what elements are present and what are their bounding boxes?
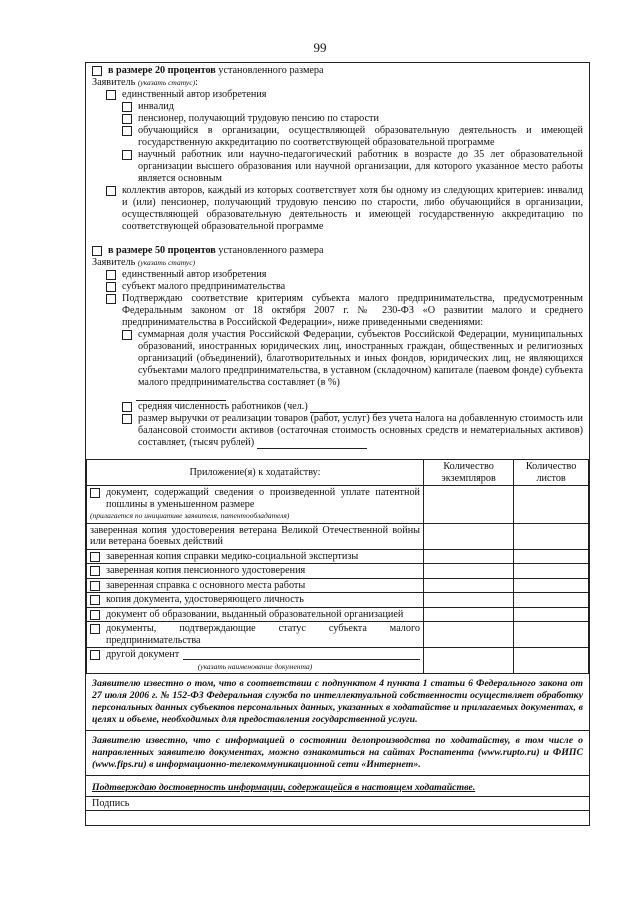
other-sheets-cell[interactable] xyxy=(514,648,589,674)
checkbox-revenue[interactable] xyxy=(122,414,132,424)
sec50-applicant-hint: (указать статус) xyxy=(137,258,196,267)
checkbox-confirm-criteria[interactable] xyxy=(106,294,116,304)
checkbox-researcher[interactable] xyxy=(122,150,132,160)
attachment-name-cell xyxy=(87,523,424,549)
sec20-item-disabled: инвалид xyxy=(138,101,174,112)
checkbox-50-percent[interactable] xyxy=(92,246,102,256)
sheets-cell[interactable] xyxy=(514,622,589,648)
checkbox-pensioner[interactable] xyxy=(122,114,132,124)
attachment-text: заверенная копия удостоверения ветерана Великой Отечественной войны или ветерана боевых действий xyxy=(90,524,420,547)
attachment-checkbox[interactable] xyxy=(90,581,100,591)
attachments-table xyxy=(86,459,589,674)
copies-cell[interactable] xyxy=(424,578,514,593)
sec50-confirm-criteria: Подтверждаю соответствие критериям субъекта малого предпринимательства, предусмотренным Федеральным законом от 18 октября 2007 г. № 230-ФЗ «О развитии малого и среднего предпринимательства в Российской Федерации», ниже приведенными сведениями: xyxy=(122,293,583,328)
sec50-small-business: субъект малого предпринимательства xyxy=(122,281,286,292)
notice-case-status: Заявителю известно, что с информацией о состоянии делопроизводства по ходатайству, в том числе о направленных заявителю документах, можно ознакомиться на сайтах Роспатента (www.rupto.ru) и ФИПС (www.fips.ru) в информационно-телекоммуникационной сети «Интернет». xyxy=(86,730,589,775)
sheets-cell[interactable] xyxy=(514,486,589,524)
sheets-cell[interactable] xyxy=(514,549,589,564)
sec20-header: в размере 20 процентов xyxy=(108,65,216,76)
copies-cell[interactable] xyxy=(424,564,514,579)
copies-header: Количество экземпляров xyxy=(424,460,514,486)
sec20-colon: : xyxy=(195,77,198,88)
other-document-caption: (указать наименование документа) xyxy=(197,661,313,671)
other-document-field[interactable] xyxy=(183,649,420,660)
attachments-header: Приложение(я) к ходатайству: xyxy=(87,460,424,486)
attachment-row xyxy=(87,523,589,549)
notice-personal-data: Заявителю известно о том, что в соответствии с подпунктом 4 пункта 1 статьи 6 Федерального закона от 27 июля 2006 г. № 152-ФЗ Федеральная служба по интеллектуальной собственности осуществляет обработку персональных данных субъектов персональных данных, указанных в ходатайстве и прилагаемых документах, в целях и объеме, необходимых для предоставления государственной услуги. xyxy=(92,678,583,725)
checkbox-employees[interactable] xyxy=(122,402,132,412)
page-number: 99 xyxy=(313,40,327,55)
sec20-applicant-hint: (указать статус) xyxy=(137,78,196,87)
signature-label: Подпись xyxy=(86,796,589,810)
checkbox-collective[interactable] xyxy=(106,186,116,196)
copies-cell[interactable] xyxy=(424,607,514,622)
sec20-header-rest: установленного размера xyxy=(215,65,324,76)
attachment-name-cell xyxy=(87,607,424,622)
sheets-cell[interactable] xyxy=(514,523,589,549)
attachment-checkbox[interactable] xyxy=(90,610,100,620)
attachment-row xyxy=(87,564,589,579)
section-50-percent xyxy=(86,243,589,451)
sec20-applicant-label: Заявитель xyxy=(92,77,136,88)
checkbox-sole-author-50[interactable] xyxy=(106,270,116,280)
attachment-checkbox[interactable] xyxy=(90,552,100,562)
attachment-row-other xyxy=(87,648,424,674)
checkbox-small-business[interactable] xyxy=(106,282,116,292)
sec50-revenue: размер выручки от реализации товаров (работ, услуг) без учета налога на добавленную стоимость или балансовой стоимости активов (остаточная стоимость основных средств и нематериальных активов) составляет, (тысяч рублей) xyxy=(138,413,583,448)
confirm-accuracy: Подтверждаю достоверность информации, содержащейся в настоящем ходатайстве. xyxy=(92,782,476,793)
sheets-cell[interactable] xyxy=(514,593,589,608)
sheets-cell[interactable] xyxy=(514,607,589,622)
attachment-name-cell xyxy=(87,578,424,593)
checkbox-other-document[interactable] xyxy=(90,650,100,660)
attachment-name-cell xyxy=(87,486,424,524)
attachment-text: документы, подтверждающие статус субъекта малого предпринимательства xyxy=(106,623,420,646)
sec20-item-student: обучающийся в организации, осуществляющей образовательную деятельность и имеющей государственную аккредитацию по соответствующей образовательной программе xyxy=(138,125,583,148)
attachment-text: заверенная копия справки медико-социальной экспертизы xyxy=(106,550,359,562)
checkbox-20-percent[interactable] xyxy=(92,66,102,76)
attachment-hint: (прилагается по инициативе заявителя, патентообладателя) xyxy=(90,511,290,520)
attachment-row xyxy=(87,578,589,593)
attachment-name-cell xyxy=(87,549,424,564)
copies-cell[interactable] xyxy=(424,593,514,608)
petition-form xyxy=(85,62,590,826)
checkbox-student[interactable] xyxy=(122,126,132,136)
attachment-text: копия документа, удостоверяющего личность xyxy=(106,594,304,605)
attachment-checkbox[interactable] xyxy=(90,624,100,634)
attachment-row xyxy=(87,486,589,524)
attachment-text: документ, содержащий сведения о произведенной уплате патентной пошлины в уменьшенном размере xyxy=(106,487,420,510)
attachment-name-cell xyxy=(87,564,424,579)
other-document-label: другой документ xyxy=(106,649,180,660)
attachment-checkbox[interactable] xyxy=(90,595,100,605)
attachment-text: документ об образовании, выданный образовательной организацией xyxy=(106,608,404,620)
sec50-employees: средняя численность работников (чел.) xyxy=(138,401,308,412)
attachment-text: заверенная копия пенсионного удостоверения xyxy=(106,565,306,576)
copies-cell[interactable] xyxy=(424,622,514,648)
attachment-name-cell xyxy=(87,593,424,608)
checkbox-disabled[interactable] xyxy=(122,102,132,112)
attachment-row xyxy=(87,593,589,608)
copies-cell[interactable] xyxy=(424,486,514,524)
sheets-cell[interactable] xyxy=(514,578,589,593)
other-copies-cell[interactable] xyxy=(424,648,514,674)
sec50-header-rest: установленного размера xyxy=(215,245,324,256)
attachment-checkbox[interactable] xyxy=(90,488,100,498)
sec50-header: в размере 50 процентов xyxy=(108,245,216,256)
signature-field[interactable] xyxy=(86,810,589,825)
attachment-text: заверенная справка с основного места работы xyxy=(106,579,306,591)
sec20-collective: коллектив авторов, каждый из которых соответствует хотя бы одному из следующих критериев: инвалид и (или) пенсионер, получающий трудовую пенсию по старости, либо обучающийся в организации, осуществляющей образовательную деятельность и имеющей государственную аккредитацию по соответствующей образовательной программе xyxy=(122,185,583,232)
sec50-sole-author: единственный автор изобретения xyxy=(122,269,267,280)
revenue-field[interactable] xyxy=(257,448,367,449)
sec50-applicant-label: Заявитель xyxy=(92,257,136,268)
copies-cell[interactable] xyxy=(424,523,514,549)
checkbox-sole-author-20[interactable] xyxy=(106,90,116,100)
sec20-sole-author: единственный автор изобретения xyxy=(122,89,267,100)
attachment-checkbox[interactable] xyxy=(90,566,100,576)
section-20-percent xyxy=(86,63,589,235)
attachment-row xyxy=(87,607,589,622)
sec20-item-pensioner: пенсионер, получающий трудовую пенсию по старости xyxy=(138,113,379,124)
attachment-name-cell xyxy=(87,622,424,648)
sheets-header: Количество листов xyxy=(514,460,589,486)
checkbox-capital-share[interactable] xyxy=(122,330,132,340)
copies-cell[interactable] xyxy=(424,549,514,564)
attachment-row xyxy=(87,549,589,564)
sec50-capital-share: суммарная доля участия Российской Федерации, субъектов Российской Федерации, муниципальных образований, иностранных юридических лиц, иностранных граждан, общественных и религиозных организаций (объединений), благотворительных и иных фондов, юридических лиц, не являющихся субъектами малого предпринимательства, в уставном (складочном) капитале (паевом фонде) субъекта малого предпринимательства составляет (в %) xyxy=(138,329,583,388)
attachment-row xyxy=(87,622,589,648)
sec20-item-researcher: научный работник или научно-педагогический работник в возрасте до 35 лет образовательной организации высшего образования или научной организации, для которого указанное место работы является основным xyxy=(138,149,583,184)
sheets-cell[interactable] xyxy=(514,564,589,579)
